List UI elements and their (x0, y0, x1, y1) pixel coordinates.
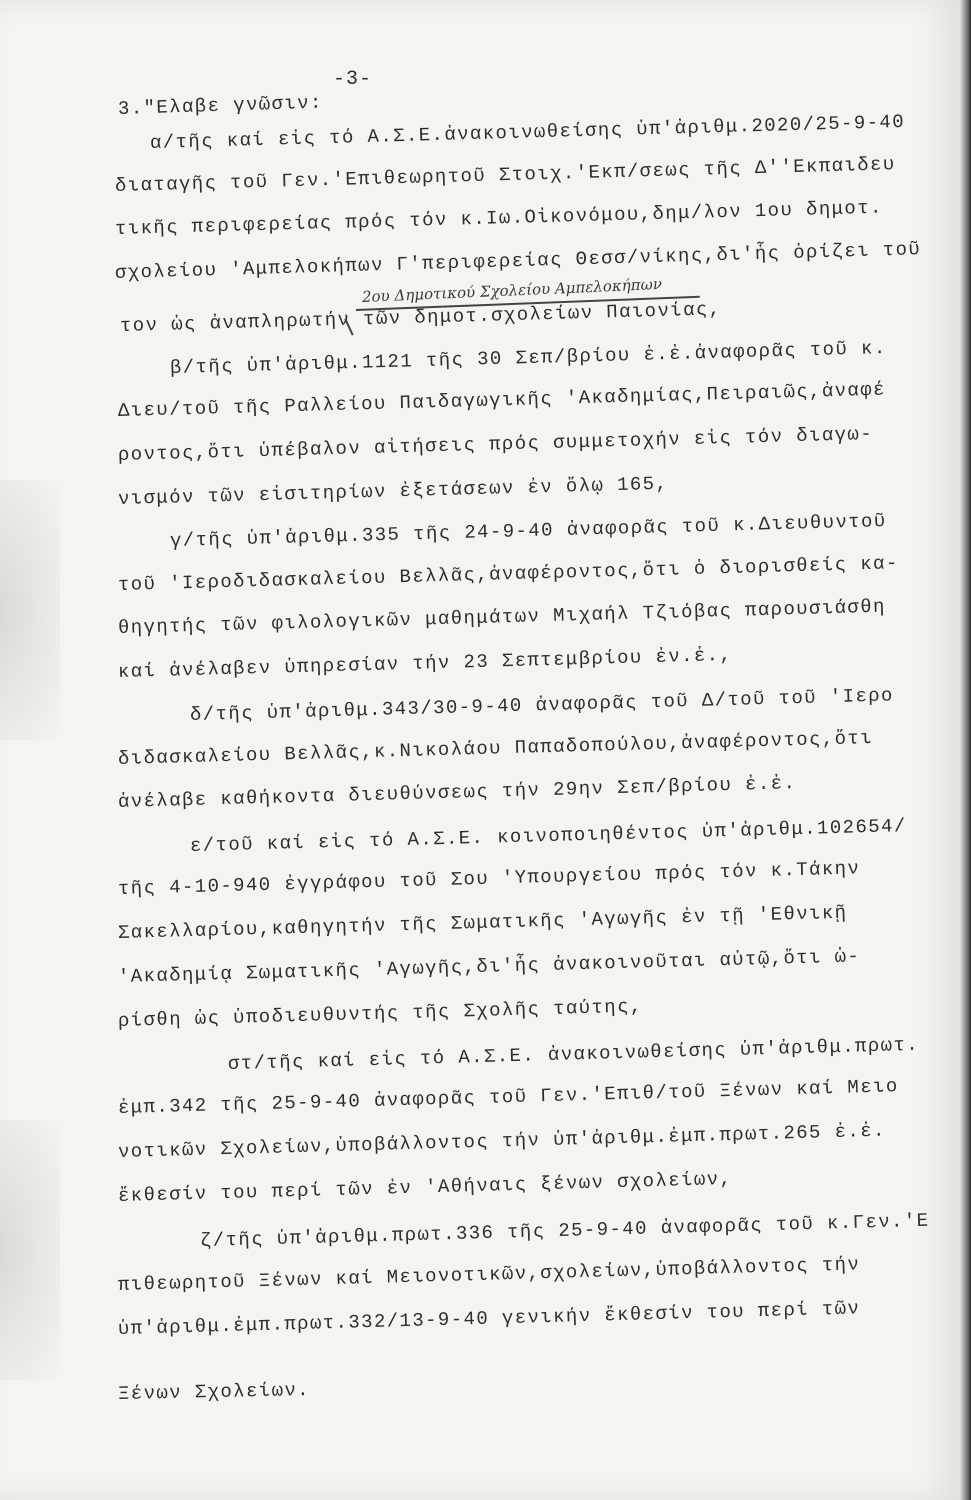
text-line: Διευ/τοῦ τῆς Ραλλείου Παιδαγωγικῆς 'Ακαδημίας,Πειραιῶς,ἀναφέ (117, 378, 887, 422)
scan-edge-shadow (960, 0, 971, 1500)
text-line: νοτικῶν Σχολείων,ὑποβάλλοντος τήν ὑπ'ἀριθμ.ἐμπ.πρωτ.265 ἐ.ἐ. (117, 1119, 887, 1163)
text-line: Σακελλαρίου,καθηγητήν τῆς Σωματικῆς 'Αγωγῆς ἐν τῇ 'Εθνικῇ (117, 901, 848, 944)
text-line: τον ὡς ἀναπληρωτήν τῶν δημοτ.σχολείων Παιονίας, (119, 298, 722, 337)
text-line: ροντος,ὅτι ὑπέβαλον αἰτήσεις πρός συμμετοχήν εἰς τόν διαγω- (117, 422, 874, 466)
paper-stain (0, 480, 60, 740)
text-line: θηγητής τῶν φιλολογικῶν μαθημάτων Μιχαήλ Τζιόβας παρουσιάσθη (117, 595, 887, 639)
text-line: δ/τῆς ὑπ'ἀριθμ.343/30-9-40 ἀναφορᾶς τοῦ Δ/τοῦ τοῦ 'Ιερο (189, 684, 895, 726)
text-line: ζ/τῆς ὑπ'ἀριθμ.πρωτ.336 τῆς 25-9-40 ἀναφορᾶς τοῦ κ.Γεν.'Ε (199, 1209, 930, 1252)
text-line: α/τῆς καί εἰς τό Α.Σ.Ε.ἀνακοινωθείσης ὑπ'ἀριθμ.2020/25-9-40 (149, 110, 906, 154)
text-line: διαταγῆς τοῦ Γεν.'Επιθεωρητοῦ Στοιχ.'Εκπ/σεως τῆς Δ''Εκπαιδευ (114, 153, 896, 197)
page-number: -3- (333, 68, 373, 91)
text-line: καί ἀνέλαβεν ὑπηρεσίαν τήν 23 Σεπτεμβρίου ἐν.ἐ., (117, 643, 733, 683)
section-heading: 3."Ελαβε γνῶσιν: (117, 91, 324, 120)
text-line: τοῦ 'Ιεροδιδασκαλείου Βελλᾶς,ἀναφέροντος,ὅτι ὁ διορισθείς κα- (117, 552, 899, 596)
text-line: β/τῆς ὑπ'ἀριθμ.1121 τῆς 30 Σεπ/βρίου ἐ.ἐ.ἀναφορᾶς τοῦ κ. (169, 336, 887, 379)
text-line: ἔκθεσίν του περί τῶν ἐν 'Αθήναις ξένων σχολείων, (117, 1167, 733, 1207)
text-line: διδασκαλείου Βελλᾶς,κ.Νικολάου Παπαδοπούλου,ἀναφέροντος,ὅτι (117, 726, 874, 770)
text-line: ὑπ'ἀριθμ.ἐμπ.πρωτ.332/13-9-40 γενικήν ἔκθεσίν του περί τῶν (117, 1297, 861, 1340)
text-line: τῆς 4-10-940 ἐγγράφου τοῦ Σου 'Υπουργείου πρός τόν κ.Τάκην (117, 857, 861, 900)
text-line: ε/τοῦ καί εἰς τό Α.Σ.Ε. κοινοποιηθέντος ὑπ'ἀριθμ.102654/ (189, 814, 907, 857)
text-line: στ/τῆς καί εἰς τό Α.Σ.Ε. ἀνακοινωθείσης ὑπ'ἀριθμ.πρωτ. (227, 1033, 920, 1075)
text-line: ρίσθη ὡς ὑποδιευθυντής τῆς Σχολῆς ταύτης, (117, 995, 643, 1032)
text-line: ἀνέλαβε καθήκοντα διευθύνσεως τήν 29ην Σεπ/βρίου ἐ.ἐ. (117, 772, 797, 813)
text-line: νισμόν τῶν εἰσιτηρίων ἐξετάσεων ἐν ὅλῳ 165, (117, 472, 669, 510)
handwritten-insertion: 2ου Δημοτικού Σχολείου Αμπελοκήπων (361, 274, 663, 306)
paper-stain (0, 1120, 60, 1380)
text-line: γ/τῆς ὑπ'ἀριθμ.335 τῆς 24-9-40 ἀναφορᾶς τοῦ κ.Διευθυντοῦ (169, 509, 887, 552)
text-line: Ξένων Σχολείων. (117, 1378, 311, 1405)
text-line: σχολείου 'Αμπελοκήπων Γ'περιφερείας Θεσσ/νίκης,δι'ἧς ὁρίζει τοῦ (114, 238, 922, 284)
text-line: 'Ακαδημίᾳ Σωματικῆς 'Αγωγῆς,δι'ἧς ἀνακοινοῦται αὐτῷ,ὅτι ὡ- (117, 945, 861, 988)
text-line: ἐμπ.342 τῆς 25-9-40 ἀναφορᾶς τοῦ Γεν.'Επιθ/τοῦ Ξένων καί Μειο (117, 1075, 899, 1119)
text-line: πιθεωρητοῦ Ξένων καί Μειονοτικῶν,σχολείων,ὑποβάλλοντος τήν (117, 1253, 861, 1296)
text-line: τικῆς περιφερείας πρός τόν κ.Ιω.Οἰκονόμου,δημ/λον 1ου δημοτ. (114, 196, 884, 240)
